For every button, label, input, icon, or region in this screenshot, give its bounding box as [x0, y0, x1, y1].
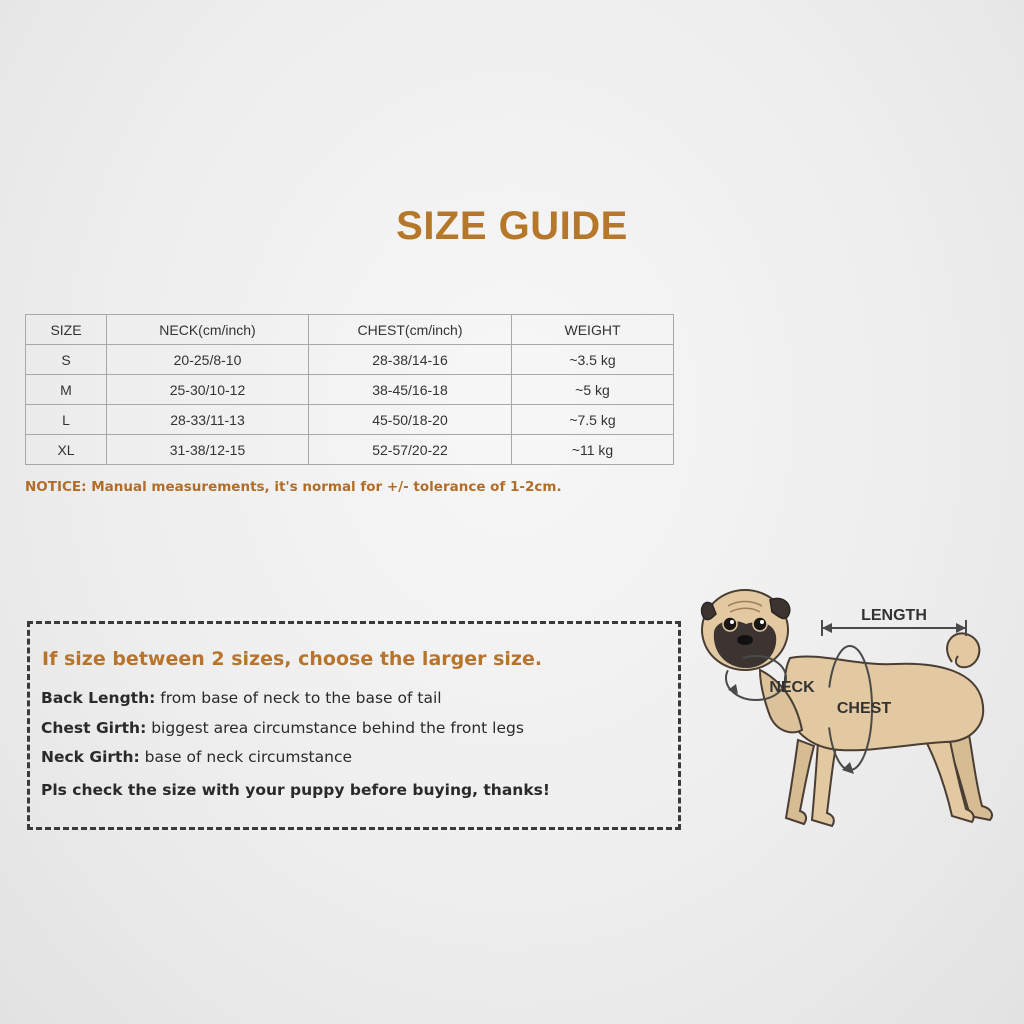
table-cell: S — [26, 345, 107, 375]
table-cell: 28-38/14-16 — [309, 345, 512, 375]
table-row — [26, 345, 674, 375]
chest-label: CHEST — [836, 700, 892, 717]
back-length-label: Back Length: — [41, 689, 156, 707]
chest-girth-text: biggest area circumstance behind the front legs — [146, 719, 524, 737]
table-cell: ~11 kg — [512, 435, 674, 465]
table-cell: 38-45/16-18 — [309, 375, 512, 405]
chest-girth-label: Chest Girth: — [41, 719, 147, 737]
size-table — [25, 314, 674, 465]
table-cell: 28-33/11-13 — [107, 405, 309, 435]
table-cell: ~5 kg — [512, 375, 674, 405]
table-cell: 20-25/8-10 — [107, 345, 309, 375]
page-title: SIZE GUIDE — [396, 204, 628, 248]
tolerance-notice: NOTICE: Manual measurements, it's normal for +/- tolerance of 1-2cm. — [25, 479, 562, 495]
table-row — [26, 405, 674, 435]
table-row — [26, 375, 674, 405]
final-note-text: Pls check the size with your puppy before buying, thanks! — [41, 781, 550, 799]
table-row — [26, 435, 674, 465]
column-header-weight: WEIGHT — [512, 315, 674, 345]
sizing-tips-box — [27, 621, 681, 830]
table-cell: L — [26, 405, 107, 435]
column-header-chest: CHEST(cm/inch) — [309, 315, 512, 345]
neck-girth-label: Neck Girth: — [41, 748, 140, 766]
table-cell: ~7.5 kg — [512, 405, 674, 435]
table-cell: 31-38/12-15 — [107, 435, 309, 465]
table-cell: 45-50/18-20 — [309, 405, 512, 435]
back-length-line — [41, 689, 442, 707]
table-cell: XL — [26, 435, 107, 465]
column-header-neck: NECK(cm/inch) — [107, 315, 309, 345]
neck-girth-text: base of neck circumstance — [139, 748, 352, 766]
table-header-row — [26, 315, 674, 345]
pug-measurement-diagram — [690, 580, 1020, 840]
sizing-tip-heading: If size between 2 sizes, choose the larger size. — [42, 648, 543, 670]
final-note — [41, 781, 550, 799]
length-label: LENGTH — [861, 607, 927, 624]
column-header-size: SIZE — [26, 315, 107, 345]
table-cell: 52-57/20-22 — [309, 435, 512, 465]
table-cell: ~3.5 kg — [512, 345, 674, 375]
table-cell: 25-30/10-12 — [107, 375, 309, 405]
neck-label: NECK — [769, 679, 815, 696]
back-length-text: from base of neck to the base of tail — [155, 689, 442, 707]
table-cell: M — [26, 375, 107, 405]
neck-girth-line — [41, 748, 352, 766]
chest-girth-line — [41, 719, 524, 737]
